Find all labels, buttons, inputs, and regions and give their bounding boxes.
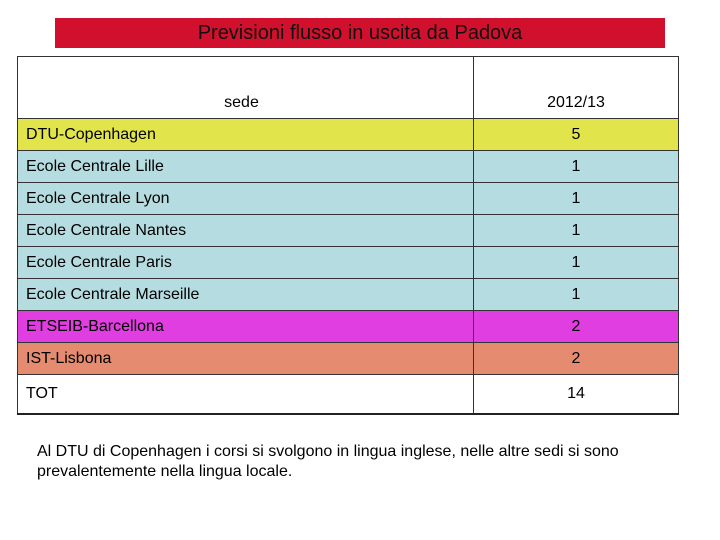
sede-cell: Ecole Centrale Marseille [18, 279, 474, 311]
value-cell: 1 [474, 183, 679, 215]
value-cell: 2 [474, 343, 679, 375]
total-row [18, 375, 679, 415]
table-row [18, 343, 679, 375]
sede-cell: ETSEIB-Barcellona [18, 311, 474, 343]
table-row [18, 151, 679, 183]
footnote: Al DTU di Copenhagen i corsi si svolgono in lingua inglese, nelle altre sedi si sono prevalentemente nella lingua locale. [37, 443, 619, 480]
table-row [18, 247, 679, 279]
table-row [18, 183, 679, 215]
sede-cell: Ecole Centrale Lyon [18, 183, 474, 215]
table-blank-row [18, 57, 679, 89]
table-row [18, 119, 679, 151]
page-title: Previsioni flusso in uscita da Padova [55, 18, 665, 48]
column-header-year: 2012/13 [474, 88, 679, 119]
sede-cell: Ecole Centrale Nantes [18, 215, 474, 247]
value-cell: 1 [474, 215, 679, 247]
sede-cell: Ecole Centrale Paris [18, 247, 474, 279]
table-row [18, 311, 679, 343]
value-cell: 1 [474, 279, 679, 311]
sede-cell: IST-Lisbona [18, 343, 474, 375]
total-label: TOT [18, 375, 474, 415]
table-header-row [18, 88, 679, 119]
table-row [18, 215, 679, 247]
sede-cell: DTU-Copenhagen [18, 119, 474, 151]
flow-table [17, 56, 679, 415]
value-cell: 2 [474, 311, 679, 343]
sede-cell: Ecole Centrale Lille [18, 151, 474, 183]
value-cell: 1 [474, 247, 679, 279]
total-value: 14 [474, 375, 679, 415]
table-row [18, 279, 679, 311]
column-header-sede: sede [18, 88, 474, 119]
value-cell: 5 [474, 119, 679, 151]
value-cell: 1 [474, 151, 679, 183]
